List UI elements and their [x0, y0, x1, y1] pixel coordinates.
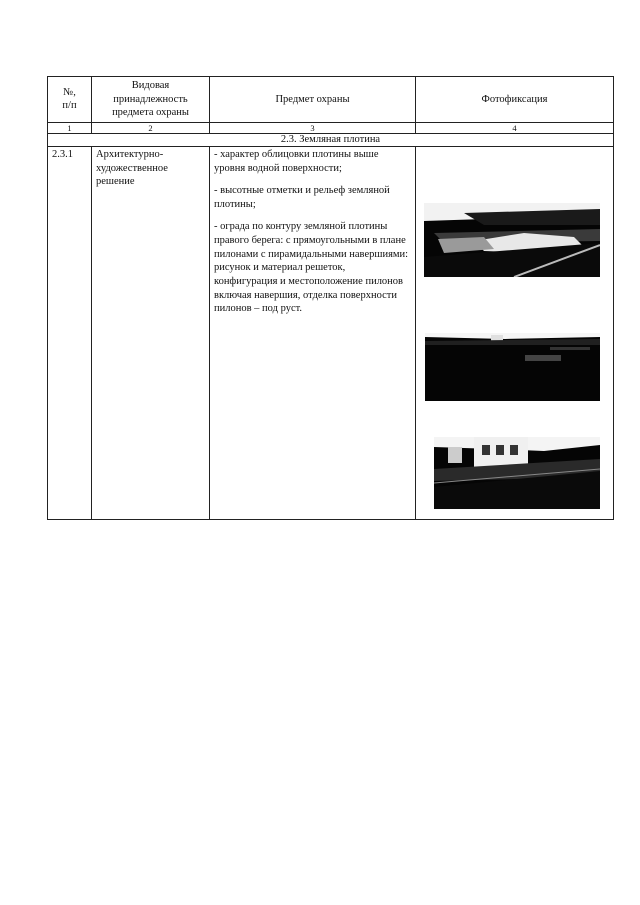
header-number: №, п/п	[48, 77, 92, 123]
column-number-2: 2	[92, 122, 210, 133]
dam-photo-3-image	[434, 437, 600, 509]
section-title: 2.3. Земляная плотина	[48, 133, 614, 146]
column-number-3: 3	[210, 122, 416, 133]
protection-table	[47, 76, 614, 520]
header-subject: Предмет охраны	[210, 77, 416, 123]
column-number-row	[48, 122, 614, 133]
header-row	[48, 77, 614, 123]
header-type: Видовая принадлежность предмета охраны	[92, 77, 210, 123]
dam-photo-3	[434, 437, 600, 509]
dam-photo-1-image	[424, 203, 600, 277]
column-number-1: 1	[48, 122, 92, 133]
row-number: 2.3.1	[48, 146, 92, 519]
row-photos	[416, 146, 614, 519]
subject-item: - высотные отметки и рельеф земляной плотины;	[214, 185, 390, 210]
column-number-4: 4	[416, 122, 614, 133]
section-row	[48, 133, 614, 146]
dam-photo-1	[424, 203, 600, 277]
dam-photo-2-image	[425, 333, 600, 401]
header-photo: Фотофиксация	[416, 77, 614, 123]
row-subject	[210, 146, 416, 519]
row-type: Архитектурно-художественное решение	[92, 146, 210, 519]
table-row	[48, 146, 614, 519]
subject-item: - характер облицовки плотины выше уровня водной поверхности;	[214, 148, 379, 174]
dam-photo-2	[425, 333, 600, 401]
subject-item: - ограда по контуру земляной плотины правого берега: с прямоугольными в плане пилонами с пирамидальными навершиями: рисунок и материал решеток, конфигурация и местоположение пилонов включая навершия, отделка поверхности пилонов – под руст.	[214, 221, 409, 315]
